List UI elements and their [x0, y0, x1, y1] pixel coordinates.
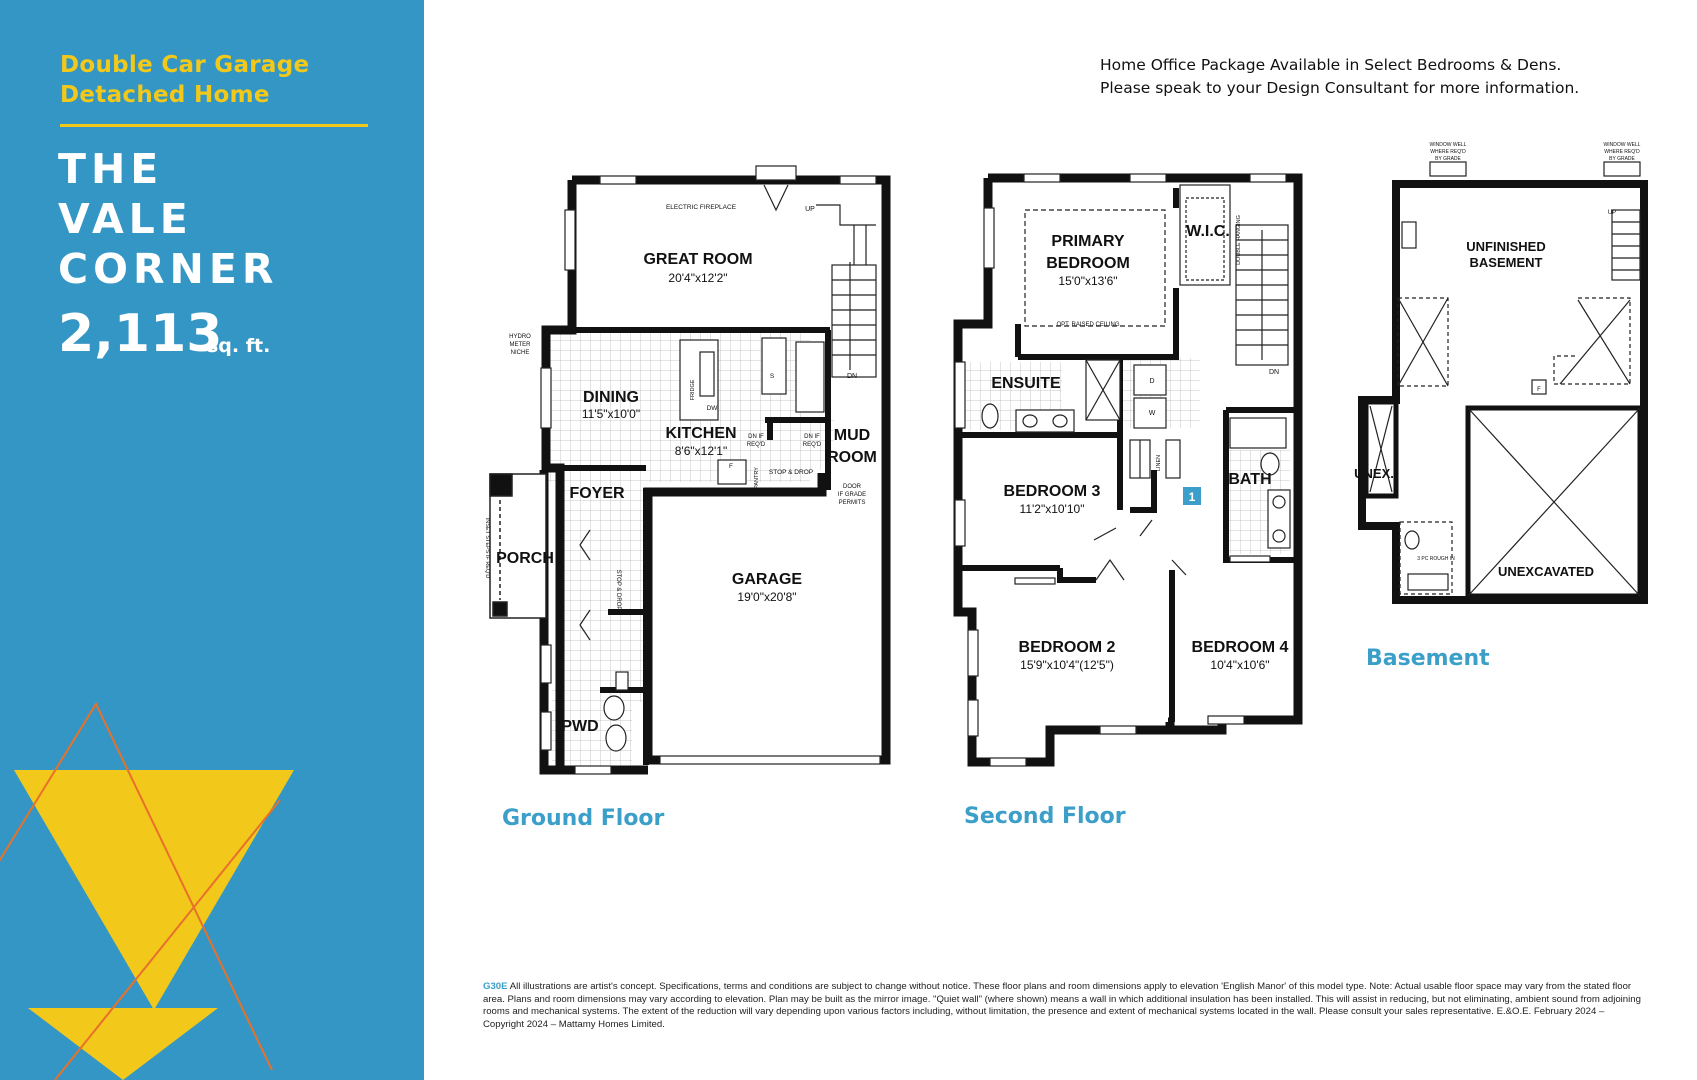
door-note-1: DOOR	[843, 484, 861, 490]
door-note-2: IF GRADE	[837, 492, 867, 498]
stairs-down-note: DN	[846, 373, 858, 380]
square-footage: 2,113	[58, 304, 223, 364]
ground-floor-plan	[484, 166, 886, 774]
note-line2: Please speak to your Design Consultant for more information.	[1100, 79, 1580, 97]
mud-room-label-1: MUD	[833, 427, 871, 444]
primary-bedroom-label-1: PRIMARY	[1051, 233, 1125, 250]
basement-stairs-up-note: UP	[1607, 210, 1617, 216]
legal-disclaimer	[483, 981, 1643, 1031]
ensuite-label: ENSUITE	[991, 375, 1061, 392]
ground-floor-label: Ground Floor	[502, 806, 665, 831]
hydro-note-2: METER	[509, 342, 531, 348]
door-note-3: PERMITS	[838, 500, 866, 506]
great-room-dimensions: 20'4"x12'2"	[668, 271, 728, 285]
double-hanging-note: DOUBLE HANGING	[1236, 215, 1242, 265]
inset-steps-note: INSET STEPS IF REQ'D	[484, 517, 490, 579]
model-name-line2: VALE	[58, 195, 193, 243]
dn-if-note-4: REQ'D	[802, 442, 822, 448]
fridge-f-note: F	[729, 463, 733, 470]
fireplace-note: ELECTRIC FIREPLACE	[665, 204, 737, 211]
window-well-note-3: BY GRADE	[1435, 156, 1461, 162]
square-footage-unit: sq. ft.	[207, 335, 271, 357]
sink-note: S	[769, 373, 775, 380]
great-room-label: GREAT ROOM	[643, 251, 753, 268]
bedroom-4-dimensions: 10'4"x10'6"	[1210, 658, 1270, 672]
kitchen-dimensions: 8'6"x12'1"	[674, 444, 728, 458]
stop-drop-vertical-note: STOP & DROP	[615, 569, 621, 611]
stairs-up-note: UP	[805, 206, 815, 213]
rough-in-note: 3 PC ROUGH IN	[1417, 556, 1455, 562]
walk-in-closet-label: W.I.C.	[1186, 223, 1230, 240]
bedroom-2-label: BEDROOM 2	[1018, 639, 1116, 656]
foyer-label: FOYER	[569, 485, 625, 502]
hydro-note-1: HYDRO	[509, 334, 531, 340]
second-floor-label: Second Floor	[964, 804, 1126, 829]
bath-label: BATH	[1228, 471, 1272, 488]
raised-ceiling-note: OPT. RAISED CEILING	[1056, 322, 1120, 328]
bedroom-2-dimensions: 15'9"x10'4"(12'5")	[1020, 658, 1114, 672]
second-floor-plan	[955, 174, 1298, 766]
model-code: G30E	[483, 981, 508, 992]
powder-room-label: PWD	[561, 718, 599, 735]
dryer-note: D	[1149, 378, 1155, 385]
washer-note: W	[1148, 410, 1156, 417]
window-well-note-5: WHERE REQ'D	[1604, 149, 1640, 155]
home-type-line2: Detached Home	[60, 82, 270, 108]
dn-if-note-3: DN IF	[804, 434, 820, 440]
note-line1: Home Office Package Available in Select Bedrooms & Dens.	[1100, 56, 1562, 74]
stop-drop-note: STOP & DROP	[768, 469, 814, 476]
basement-plan	[1354, 142, 1644, 600]
bedroom-4-label: BEDROOM 4	[1191, 639, 1289, 656]
model-name-line3: CORNER	[58, 245, 279, 293]
linen-note: LINEN	[1156, 454, 1162, 472]
unexcavated-label: UNEXCAVATED	[1497, 564, 1595, 579]
window-well-note-1: WINDOW WELL	[1429, 142, 1467, 148]
fridge-note: FRIDGE	[690, 379, 696, 401]
dishwasher-note: DW	[706, 405, 718, 412]
garage-label: GARAGE	[731, 571, 803, 588]
window-well-note-2: WHERE REQ'D	[1430, 149, 1466, 155]
pantry-note: PANTRY	[754, 467, 760, 489]
dn-if-note-2: REQ'D	[746, 442, 766, 448]
mud-room-label-2: ROOM	[827, 449, 877, 466]
dining-dimensions: 11'5"x10'0"	[581, 407, 641, 421]
kitchen-label: KITCHEN	[665, 425, 737, 442]
dining-label: DINING	[583, 389, 639, 406]
basement-label: Basement	[1366, 646, 1490, 671]
unfinished-basement-label-1: UNFINISHED	[1466, 239, 1546, 254]
model-name-line1: THE	[58, 145, 164, 193]
option-badge-number: 1	[1188, 490, 1196, 504]
second-stairs-down-note: DN	[1268, 369, 1280, 376]
unfinished-basement-label-2: BASEMENT	[1469, 255, 1543, 270]
bedroom-3-label: BEDROOM 3	[1003, 483, 1101, 500]
unexcavated-small-label: UNEX.	[1354, 466, 1394, 481]
dn-if-note-1: DN IF	[748, 434, 764, 440]
window-well-note-6: BY GRADE	[1609, 156, 1635, 162]
primary-bedroom-dimensions: 15'0"x13'6"	[1058, 274, 1118, 288]
hydro-note-3: NICHE	[510, 350, 530, 356]
window-well-note-4: WINDOW WELL	[1603, 142, 1641, 148]
furnace-note: F	[1537, 387, 1541, 393]
primary-bedroom-label-2: BEDROOM	[1046, 255, 1130, 272]
disclaimer-text: All illustrations are artist's concept. Specifications, terms and conditions are subject to change without notice. These floor plans and room dimensions apply to elevation 'English Manor' of this model type. Note: Actual usable floor space may vary from the stated floor area. Plans and room dimensions may vary according to elevation. Plan may be built as the mirror image. "Quiet wall" (where shown) means a wall in which additional insulation has been installed. This will assist in reducing, but not eliminating, ambient sound from adjoining rooms and mechanical systems. The extent of the reduction will vary depending upon various factors including, without limitation, the presence and extent of mechanical systems located in the wall. Please consult your sales representative. E.&O.E. February 2024 – Copyright 2024 – Mattamy Homes Limited.	[483, 981, 1641, 1030]
bedroom-3-dimensions: 11'2"x10'10"	[1019, 502, 1085, 516]
garage-dimensions: 19'0"x20'8"	[737, 590, 797, 604]
porch-label: PORCH	[496, 550, 554, 567]
home-type-line1: Double Car Garage	[60, 52, 310, 78]
